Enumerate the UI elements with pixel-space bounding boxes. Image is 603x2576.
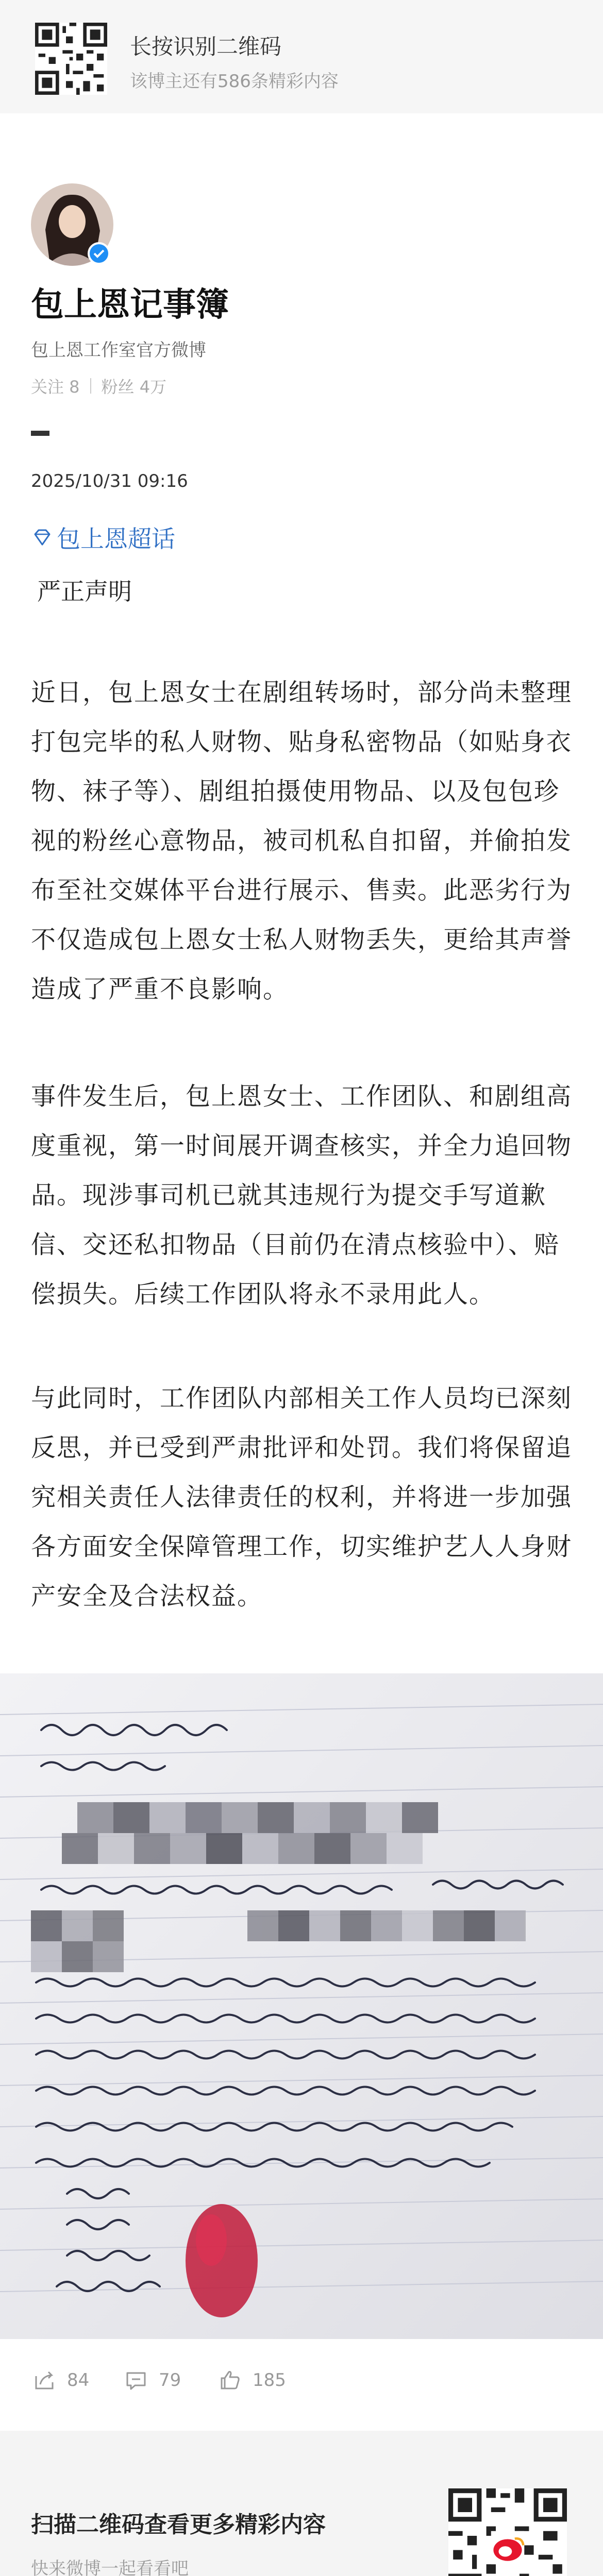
post-paragraph-3: 与此同时，工作团队内部相关工作人员均已深刻反思，并已受到严肃批评和处罚。我们将保留追究相关责任人法律责任的权利，并将进一步加强各方面安全保障管理工作，切实维护艺人人身财产安全及合法权益。	[31, 1384, 573, 1611]
blogger-stats	[31, 374, 166, 398]
like-count: 185	[253, 2370, 286, 2391]
super-topic-link[interactable]	[31, 520, 175, 554]
letter-photo	[0, 1673, 603, 2339]
follow-count: 关注 8	[31, 377, 80, 397]
blogger-description: 包上恩工作室官方微博	[31, 340, 206, 361]
share-button[interactable]	[33, 2369, 89, 2392]
qr-banner	[0, 0, 603, 113]
post-paragraph-2: 事件发生后，包上恩女士、工作团队、和剧组高度重视，第一时间展开调查核实，并全力追回物品。现涉事司机已就其违规行为提交手写道歉信、交还私扣物品（目前仍在清点核验中）、赔偿损失。后续工作团队将永不录用此人。	[31, 1082, 573, 1309]
share-count: 84	[67, 2370, 90, 2391]
diamond-icon	[31, 526, 54, 549]
share-icon	[33, 2369, 56, 2392]
qr-footer	[0, 2431, 603, 2576]
footer-title: 扫描二维码查看更多精彩内容	[31, 2512, 326, 2538]
post-time: 2025/10/31 09:16	[31, 471, 188, 492]
fans-count: 粉丝 4万	[101, 377, 167, 397]
apology-letter-image[interactable]	[0, 1673, 603, 2339]
qr-code-icon	[35, 23, 107, 95]
blogger-name[interactable]: 包上恩记事簿	[31, 286, 229, 324]
thumbs-up-icon	[219, 2369, 241, 2392]
qr-code-icon	[448, 2488, 567, 2576]
footer-subtitle: 快来微博一起看看吧	[31, 2558, 189, 2576]
topic-label: 包上恩超话	[57, 525, 175, 553]
section-divider	[31, 431, 49, 436]
post-paragraph-1: 近日，包上恩女士在剧组转场时，部分尚未整理打包完毕的私人财物、贴身私密物品（如贴身衣物、袜子等）、剧组拍摄使用物品、以及包包珍视的粉丝心意物品，被司机私自扣留，并偷拍发布至社交媒体平台进行展示、售卖。此恶劣行为不仅造成包上恩女士私人财物丢失，更给其声誉造成了严重不良影响。	[31, 678, 573, 1004]
verified-badge-icon	[88, 242, 110, 265]
like-button[interactable]	[219, 2369, 286, 2392]
comment-icon	[125, 2369, 147, 2392]
stat-divider	[90, 378, 91, 394]
comment-count: 79	[159, 2370, 181, 2391]
banner-title: 长按识别二维码	[130, 34, 282, 59]
post-heading: 严正声明	[37, 578, 132, 605]
post-action-bar	[0, 2353, 603, 2415]
banner-subtitle: 该博主还有586条精彩内容	[130, 71, 339, 92]
comment-button[interactable]	[125, 2369, 181, 2392]
